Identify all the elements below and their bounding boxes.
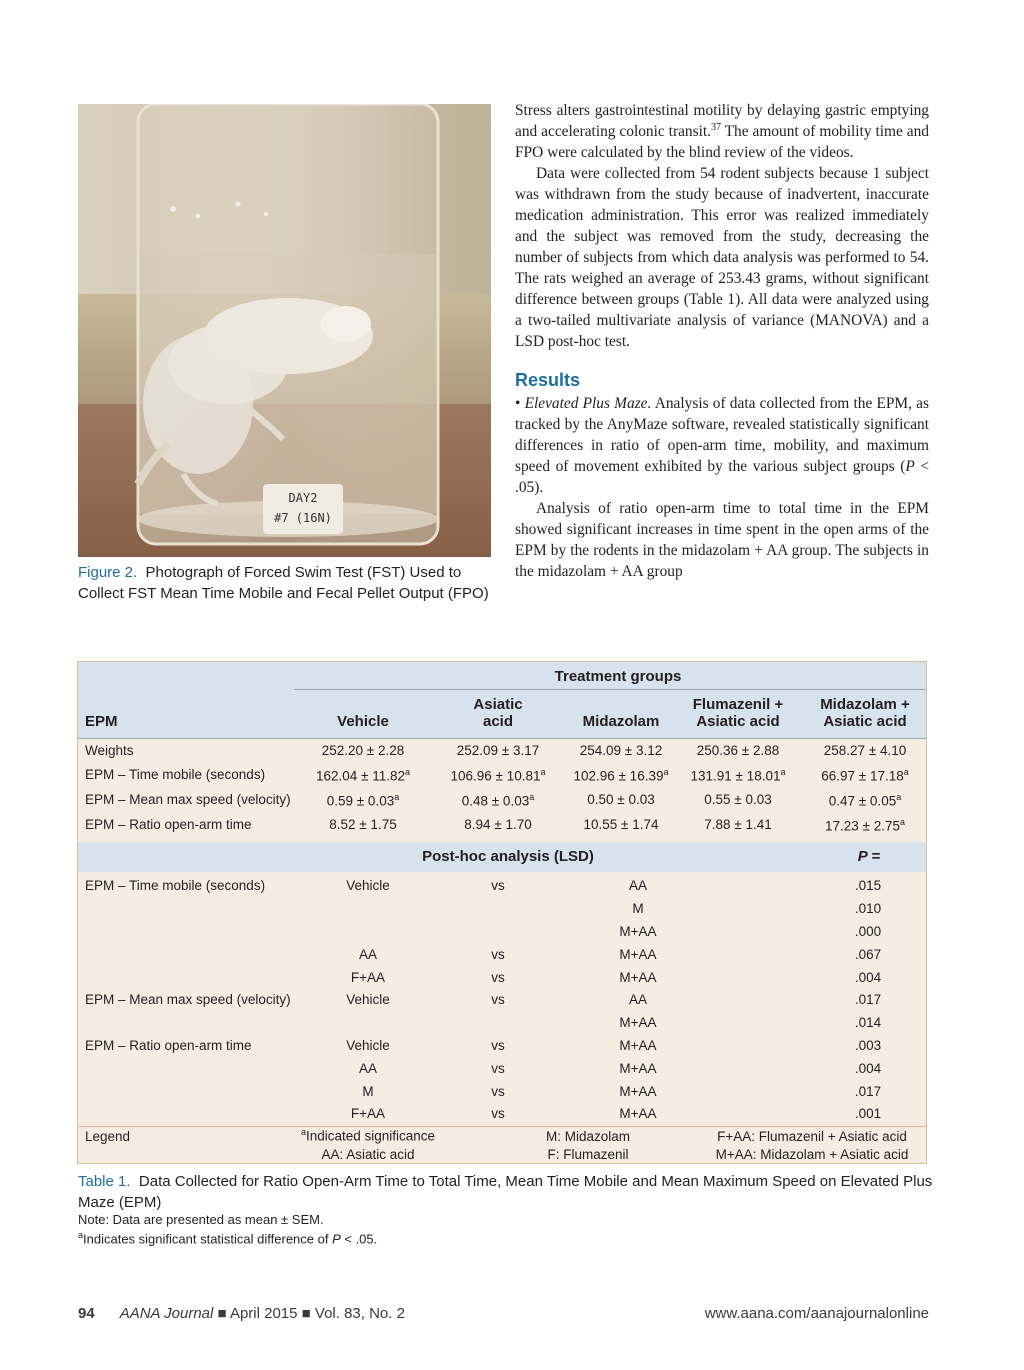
cell: 162.04 ± 11.82$^a$ bbox=[316, 767, 410, 784]
legend-faa: F+AA: Flumazenil + Asiatic acid bbox=[717, 1129, 907, 1144]
results-heading: Results bbox=[515, 370, 581, 390]
table-label: Table 1. bbox=[78, 1173, 131, 1190]
table-note-1: Note: Data are presented as mean ± SEM. bbox=[78, 1212, 324, 1227]
posthoc-a: Vehicle bbox=[346, 992, 390, 1007]
table-1 bbox=[77, 661, 927, 1164]
posthoc-p: .015 bbox=[854, 878, 882, 893]
page-number: 94 bbox=[78, 1305, 95, 1322]
posthoc-measure: EPM – Ratio open-arm time bbox=[85, 1038, 252, 1053]
posthoc-vs: vs bbox=[491, 1084, 505, 1099]
posthoc-p: .017 bbox=[854, 992, 882, 1007]
col-header-flumazenil-1: Flumazenil + bbox=[692, 696, 784, 713]
posthoc-p: .067 bbox=[854, 947, 882, 962]
cell: 7.88 ± 1.41 bbox=[704, 817, 772, 832]
posthoc-a: Vehicle bbox=[346, 1038, 390, 1053]
cell: 258.27 ± 4.10 bbox=[823, 743, 907, 758]
row-label-ratio-open-arm: EPM – Ratio open-arm time bbox=[85, 817, 252, 832]
figure-caption bbox=[78, 562, 496, 604]
cell: 10.55 ± 1.74 bbox=[583, 817, 659, 832]
posthoc-vs: vs bbox=[491, 1038, 505, 1053]
fst-photograph bbox=[78, 104, 491, 557]
posthoc-b: M+AA bbox=[619, 1084, 657, 1099]
cell: 252.09 ± 3.17 bbox=[456, 743, 540, 758]
page-footer: 94 AANA Journal ■ April 2015 ■ Vol. 83, No. 2 bbox=[78, 1305, 405, 1322]
posthoc-p: .004 bbox=[854, 970, 882, 985]
posthoc-measure: EPM – Mean max speed (velocity) bbox=[85, 992, 291, 1007]
posthoc-b: M+AA bbox=[619, 1038, 657, 1053]
journal-name: AANA Journal bbox=[119, 1305, 214, 1322]
legend-label: Legend bbox=[85, 1129, 131, 1144]
posthoc-a: F+AA bbox=[350, 970, 386, 985]
col-header-asiatic-acid-2: acid bbox=[482, 713, 513, 730]
cell: 0.48 ± 0.03$^a$ bbox=[461, 792, 535, 809]
posthoc-b: M+AA bbox=[619, 1106, 657, 1121]
row-label-weights: Weights bbox=[85, 743, 134, 758]
posthoc-b: M+AA bbox=[619, 970, 657, 985]
table-caption bbox=[78, 1171, 938, 1213]
paragraph-1: Stress alters gastrointestinal motility by delaying gastric emptying and accelerating colonic transit.$^{37}$ The amount of mobility time and FPO were calculated by the blind review of the videos. bbox=[515, 102, 929, 161]
journal-url[interactable]: www.aana.com/aanajournalonline bbox=[704, 1305, 929, 1322]
cell: 250.36 ± 2.88 bbox=[696, 743, 780, 758]
posthoc-vs: vs bbox=[491, 1061, 505, 1076]
posthoc-a: F+AA bbox=[350, 1106, 386, 1121]
legend-maa: M+AA: Midazolam + Asiatic acid bbox=[715, 1147, 909, 1162]
col-header-vehicle: Vehicle bbox=[337, 713, 389, 730]
header-rule bbox=[294, 689, 926, 690]
legend-f: F: Flumazenil bbox=[547, 1147, 629, 1162]
photo-label-line1: DAY2 bbox=[288, 491, 318, 505]
posthoc-p: .003 bbox=[854, 1038, 882, 1053]
posthoc-measure: EPM – Time mobile (seconds) bbox=[85, 878, 266, 893]
paragraph-3: • Elevated Plus Maze. Analysis of data collected from the EPM, as tracked by the AnyMaze software, revealed statistically significant differences in ratio of open-arm time, mobility, and maximum speed of movement exhibited by the various subject groups (P < .05). bbox=[515, 395, 929, 496]
posthoc-p: .010 bbox=[854, 901, 882, 916]
reference-37: 37 bbox=[710, 121, 721, 133]
posthoc-p: .017 bbox=[854, 1084, 882, 1099]
body-column bbox=[515, 100, 929, 582]
legend-significance: $^a$Indicated significance bbox=[300, 1127, 436, 1144]
table-caption-text: Data Collected for Ratio Open-Arm Time to Total Time, Mean Time Mobile and Mean Maximum Speed on Elevated Plus Maze (EPM) bbox=[78, 1173, 933, 1211]
posthoc-p: .014 bbox=[854, 1015, 882, 1030]
posthoc-b: AA bbox=[628, 878, 647, 893]
posthoc-a: AA bbox=[358, 1061, 377, 1076]
photo-label-line2: #7 (16N) bbox=[274, 511, 332, 525]
row-label-time-mobile: EPM – Time mobile (seconds) bbox=[85, 767, 266, 782]
col-header-midazolam: Midazolam bbox=[582, 713, 660, 730]
issue-date: April 2015 bbox=[229, 1305, 298, 1322]
paragraph-4: Analysis of ratio open-arm time to total time in the EPM showed significant increases in time spent in the open arms of the EPM by the rodents in the midazolam + AA group. The subjects in the midazolam + AA group bbox=[515, 500, 929, 580]
posthoc-title: Post-hoc analysis (LSD) bbox=[422, 848, 594, 865]
p-value-header: P = bbox=[857, 848, 881, 865]
posthoc-p: .004 bbox=[854, 1061, 882, 1076]
cell: 254.09 ± 3.12 bbox=[579, 743, 663, 758]
posthoc-a: AA bbox=[358, 947, 377, 962]
posthoc-b: M+AA bbox=[619, 1015, 657, 1030]
col-header-asiatic-acid-1: Asiatic bbox=[473, 696, 523, 713]
posthoc-b: AA bbox=[628, 992, 647, 1007]
cell: 17.23 ± 2.75$^a$ bbox=[825, 817, 905, 834]
legend-m: M: Midazolam bbox=[545, 1129, 631, 1144]
cell: 8.94 ± 1.70 bbox=[464, 817, 532, 832]
legend-aa: AA: Asiatic acid bbox=[321, 1147, 415, 1162]
cell: 0.59 ± 0.03$^a$ bbox=[326, 792, 400, 809]
cell: 102.96 ± 16.39$^a$ bbox=[573, 767, 669, 784]
cell: 0.47 ± 0.05$^a$ bbox=[828, 792, 902, 809]
posthoc-b: M+AA bbox=[619, 924, 657, 939]
paragraph-2: Data were collected from 54 rodent subjects because 1 subject was withdrawn from the study because of inadvertent, inaccurate medication administration. This error was realized immediately and the subject was removed from the study, decreasing the number of subjects from which data analysis was performed to 54. The rats weighed an average of 253.43 grams, without significant difference between groups (Table 1). All data were analyzed using a two-tailed multivariate analysis of variance (MANOVA) and a LSD post-hoc test. bbox=[515, 165, 929, 350]
posthoc-vs: vs bbox=[491, 947, 505, 962]
epm-subheading: Elevated Plus Maze. bbox=[524, 395, 652, 412]
posthoc-a: Vehicle bbox=[346, 878, 390, 893]
cell: 0.55 ± 0.03 bbox=[704, 792, 772, 807]
figure-label: Figure 2. bbox=[78, 564, 138, 581]
cell: 106.96 ± 10.81$^a$ bbox=[450, 767, 546, 784]
row-label-mean-max-speed: EPM – Mean max speed (velocity) bbox=[85, 792, 291, 807]
cell: 252.20 ± 2.28 bbox=[321, 743, 405, 758]
posthoc-vs: vs bbox=[491, 970, 505, 985]
cell: 0.50 ± 0.03 bbox=[587, 792, 655, 807]
posthoc-vs: vs bbox=[491, 878, 505, 893]
col-header-flumazenil-2: Asiatic acid bbox=[696, 713, 780, 730]
figure-caption-text: Photograph of Forced Swim Test (FST) Used to Collect FST Mean Time Mobile and Fecal Pellet Output (FPO) bbox=[78, 564, 489, 602]
treatment-groups-header: Treatment groups bbox=[554, 668, 682, 685]
posthoc-b: M+AA bbox=[619, 947, 657, 962]
posthoc-vs: vs bbox=[491, 1106, 505, 1121]
col-header-midazolam-aa-1: Midazolam + bbox=[820, 696, 910, 713]
volume: Vol. 83, No. 2 bbox=[314, 1305, 405, 1322]
posthoc-vs: vs bbox=[491, 992, 505, 1007]
cell: 66.97 ± 17.18$^a$ bbox=[821, 767, 909, 784]
col-header-epm: EPM bbox=[85, 713, 118, 730]
posthoc-a: M bbox=[362, 1084, 374, 1099]
col-header-midazolam-aa-2: Asiatic acid bbox=[823, 713, 907, 730]
posthoc-b: M+AA bbox=[619, 1061, 657, 1076]
posthoc-b: M bbox=[632, 901, 644, 916]
posthoc-p: .001 bbox=[854, 1106, 882, 1121]
posthoc-p: .000 bbox=[854, 924, 882, 939]
cell: 131.91 ± 18.01$^a$ bbox=[690, 767, 786, 784]
table-note-2: $^a$Indicates significant statistical difference of P < .05. bbox=[78, 1230, 378, 1247]
cell: 8.52 ± 1.75 bbox=[329, 817, 397, 832]
